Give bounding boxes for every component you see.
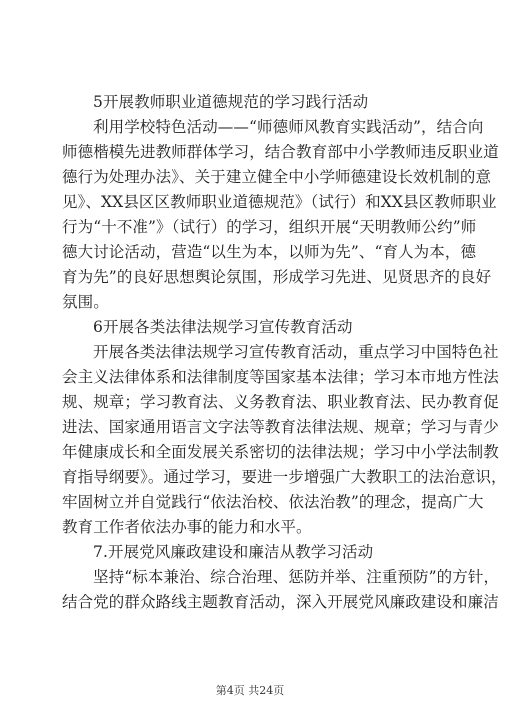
text-line: 规、规章；学习教育法、义务教育法、职业教育法、民办教育促: [62, 393, 499, 411]
text-line: 育为先”的良好思想舆论氛围，形成学习先进、见贤思齐的良好: [62, 268, 492, 286]
text-line: 7.开展党风廉政建设和廉洁从教学习活动: [93, 543, 374, 561]
text-line: 教育工作者依法办事的能力和水平。: [62, 518, 312, 536]
text-line: 德大讨论活动，营造“以生为本，以师为先”、“育人为本，德: [62, 243, 477, 261]
text-line: 德行为处理办法》、关于建立健全中小学师德建设长效机制的意: [62, 168, 492, 186]
text-line: 结合党的群众路线主题教育活动，深入开展党风廉政建设和廉洁: [62, 593, 499, 611]
text-line: 6开展各类法律法规学习宣传教育活动: [93, 318, 353, 336]
text-line: 开展各类法律法规学习宣传教育活动，重点学习中国特色社: [93, 343, 499, 361]
text-line: 进法、国家通用语言文字法等教育法律法规、规章；学习与青少: [62, 418, 499, 436]
page-footer: 第4页 共24页: [215, 684, 285, 697]
text-line: 坚持“标本兼治、综合治理、惩防并举、注重预防”的方针，: [93, 568, 500, 586]
text-line: 牢固树立并自觉践行“依法治校、依法治教”的理念，提高广大: [62, 493, 484, 511]
text-line: 氛围。: [62, 293, 109, 311]
text-line: 利用学校特色活动——“师德师风教育实践活动”，结合向: [93, 118, 484, 136]
text-line: 会主义法律体系和法律制度等国家基本法律；学习本市地方性法: [62, 368, 499, 386]
text-line: 育指导纲要》。通过学习，要进一步增强广大教职工的法治意识，: [62, 468, 507, 486]
document-body: [62, 90, 507, 615]
text-line: 师德楷模先进教师群体学习，结合教育部中小学教师违反职业道: [62, 143, 499, 161]
text-line: 见》、XX县区区教师职业道德规范》（试行）和XX县区教师职业: [62, 193, 497, 211]
text-line: 5开展教师职业道德规范的学习践行活动: [93, 93, 369, 111]
text-line: 行为“十不准”》（试行）的学习，组织开展“天明教师公约”师: [62, 218, 477, 236]
text-line: 年健康成长和全面发展关系密切的法律法规；学习中小学法制教: [62, 443, 499, 461]
